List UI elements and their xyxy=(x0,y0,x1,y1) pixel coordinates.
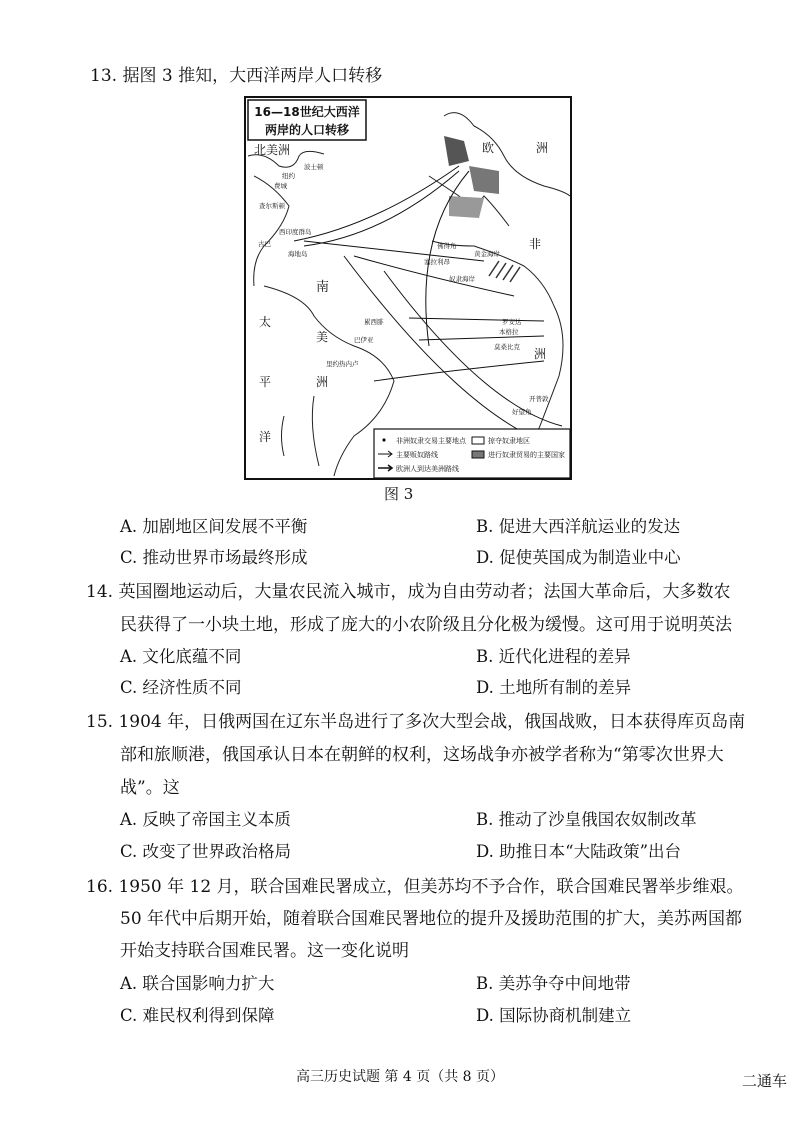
label-south-america-2: 美 xyxy=(316,330,329,344)
place-label: 西印度群岛 xyxy=(279,228,312,236)
map-title-line-2: 两岸的人口转移 xyxy=(264,123,350,137)
place-label: 开普敦 xyxy=(529,395,549,403)
option-14-a[interactable]: A. 文化底蕴不同 xyxy=(120,647,242,666)
option-16-c[interactable]: C. 难民权利得到保障 xyxy=(120,1006,275,1025)
question-14-stem-line-2: 民获得了一小块土地，形成了庞大的小农阶级且分化极为缓慢。这可用于说明英法 xyxy=(120,615,732,635)
option-15-d[interactable]: D. 助推日本“大陆政策”出台 xyxy=(476,842,682,861)
question-16-stem-line-2: 50 年代中后期开始，随着联合国难民署地位的提升及援助范围的扩大，美苏两国都 xyxy=(120,909,743,929)
option-15-a[interactable]: A. 反映了帝国主义本质 xyxy=(120,810,291,829)
question-16-stem-line-1: 16. 1950 年 12 月，联合国难民署成立，但美苏均不予合作，联合国难民署举步维艰。 xyxy=(86,877,744,897)
option-13-d[interactable]: D. 促使英国成为制造业中心 xyxy=(476,548,681,567)
label-pacific-1: 太 xyxy=(259,315,272,329)
option-13-a[interactable]: A. 加剧地区间发展不平衡 xyxy=(120,517,308,536)
page-footer: 高三历史试题 第 4 页（共 8 页） xyxy=(295,1069,505,1085)
legend-item: 欧洲人到达美洲路线 xyxy=(396,465,459,473)
place-label: 本格拉 xyxy=(499,328,519,336)
question-15-stem-line-1: 15. 1904 年，日俄两国在辽东半岛进行了多次大型会战，俄国战败，日本获得库页岛南 xyxy=(86,712,746,732)
legend-item: 主要贩奴路线 xyxy=(396,451,438,459)
legend-item: 进行奴隶贸易的主要国家 xyxy=(488,451,565,459)
label-africa-1: 非 xyxy=(529,237,542,251)
map-title-line-1: 16—18世纪大西洋 xyxy=(254,105,360,119)
place-label: 海地岛 xyxy=(288,250,308,258)
option-16-b[interactable]: B. 美苏争夺中间地带 xyxy=(476,974,631,993)
place-label: 罗安达 xyxy=(502,318,522,326)
place-label: 里约热内卢 xyxy=(326,360,359,368)
place-label: 查尔斯顿 xyxy=(259,202,285,210)
label-europe-1: 欧 xyxy=(482,141,495,155)
label-south-america-1: 南 xyxy=(316,280,330,295)
label-north-america: 北美洲 xyxy=(254,143,291,157)
place-label: 佛得角 xyxy=(437,242,457,250)
label-south-america-3: 洲 xyxy=(316,375,329,389)
option-15-c[interactable]: C. 改变了世界政治格局 xyxy=(120,842,292,861)
label-africa-2: 洲 xyxy=(534,347,547,361)
label-pacific-3: 洋 xyxy=(259,430,272,444)
place-label: 巴伊亚 xyxy=(354,336,374,344)
place-label: 塞拉利昂 xyxy=(424,258,450,266)
iberia-shade xyxy=(449,196,484,218)
figure-caption: 图 3 xyxy=(384,485,414,503)
atlantic-population-transfer-map xyxy=(244,96,572,480)
place-label: 波士顿 xyxy=(304,163,324,171)
place-label: 费城 xyxy=(274,182,287,190)
option-16-a[interactable]: A. 联合国影响力扩大 xyxy=(120,974,275,993)
option-14-b[interactable]: B. 近代化进程的差异 xyxy=(476,647,631,666)
place-label: 黄金海岸 xyxy=(474,250,500,258)
legend-dot-icon xyxy=(382,438,385,441)
question-15-stem-line-2: 部和旅顺港，俄国承认日本在朝鲜的权利，这场战争亦被学者称为“第零次世界大 xyxy=(120,745,724,765)
place-label: 好望角 xyxy=(512,408,532,416)
question-13-stem: 13. 据图 3 推知，大西洋两岸人口转移 xyxy=(90,66,383,86)
option-16-d[interactable]: D. 国际协商机制建立 xyxy=(476,1006,632,1025)
option-15-b[interactable]: B. 推动了沙皇俄国农奴制改革 xyxy=(476,810,697,829)
question-14-stem-line-1: 14. 英国圈地运动后，大量农民流入城市，成为自由劳动者；法国大革命后，大多数农 xyxy=(86,582,731,602)
place-label: 累西腓 xyxy=(364,318,384,326)
legend-item: 非洲奴隶交易主要地点 xyxy=(396,437,466,445)
place-label: 奴隶海岸 xyxy=(449,275,475,283)
label-pacific-2: 平 xyxy=(259,375,272,389)
question-16-stem-line-3: 开始支持联合国难民署。这一变化说明 xyxy=(120,941,409,961)
legend-shade-icon xyxy=(472,451,484,458)
option-13-b[interactable]: B. 促进大西洋航运业的发达 xyxy=(476,517,681,536)
option-14-c[interactable]: C. 经济性质不同 xyxy=(120,678,242,697)
legend-item: 掠夺奴隶地区 xyxy=(488,437,530,445)
corner-mark: 二通车 xyxy=(742,1072,788,1090)
place-label: 古巴 xyxy=(258,240,271,248)
option-14-d[interactable]: D. 土地所有制的差异 xyxy=(476,678,632,697)
label-europe-2: 洲 xyxy=(536,141,549,155)
option-13-c[interactable]: C. 推动世界市场最终形成 xyxy=(120,548,308,567)
place-label: 纽约 xyxy=(282,172,295,180)
question-15-stem-line-3: 战”。这 xyxy=(120,778,180,798)
place-label: 莫桑比克 xyxy=(494,343,520,351)
map-frame xyxy=(245,97,571,479)
